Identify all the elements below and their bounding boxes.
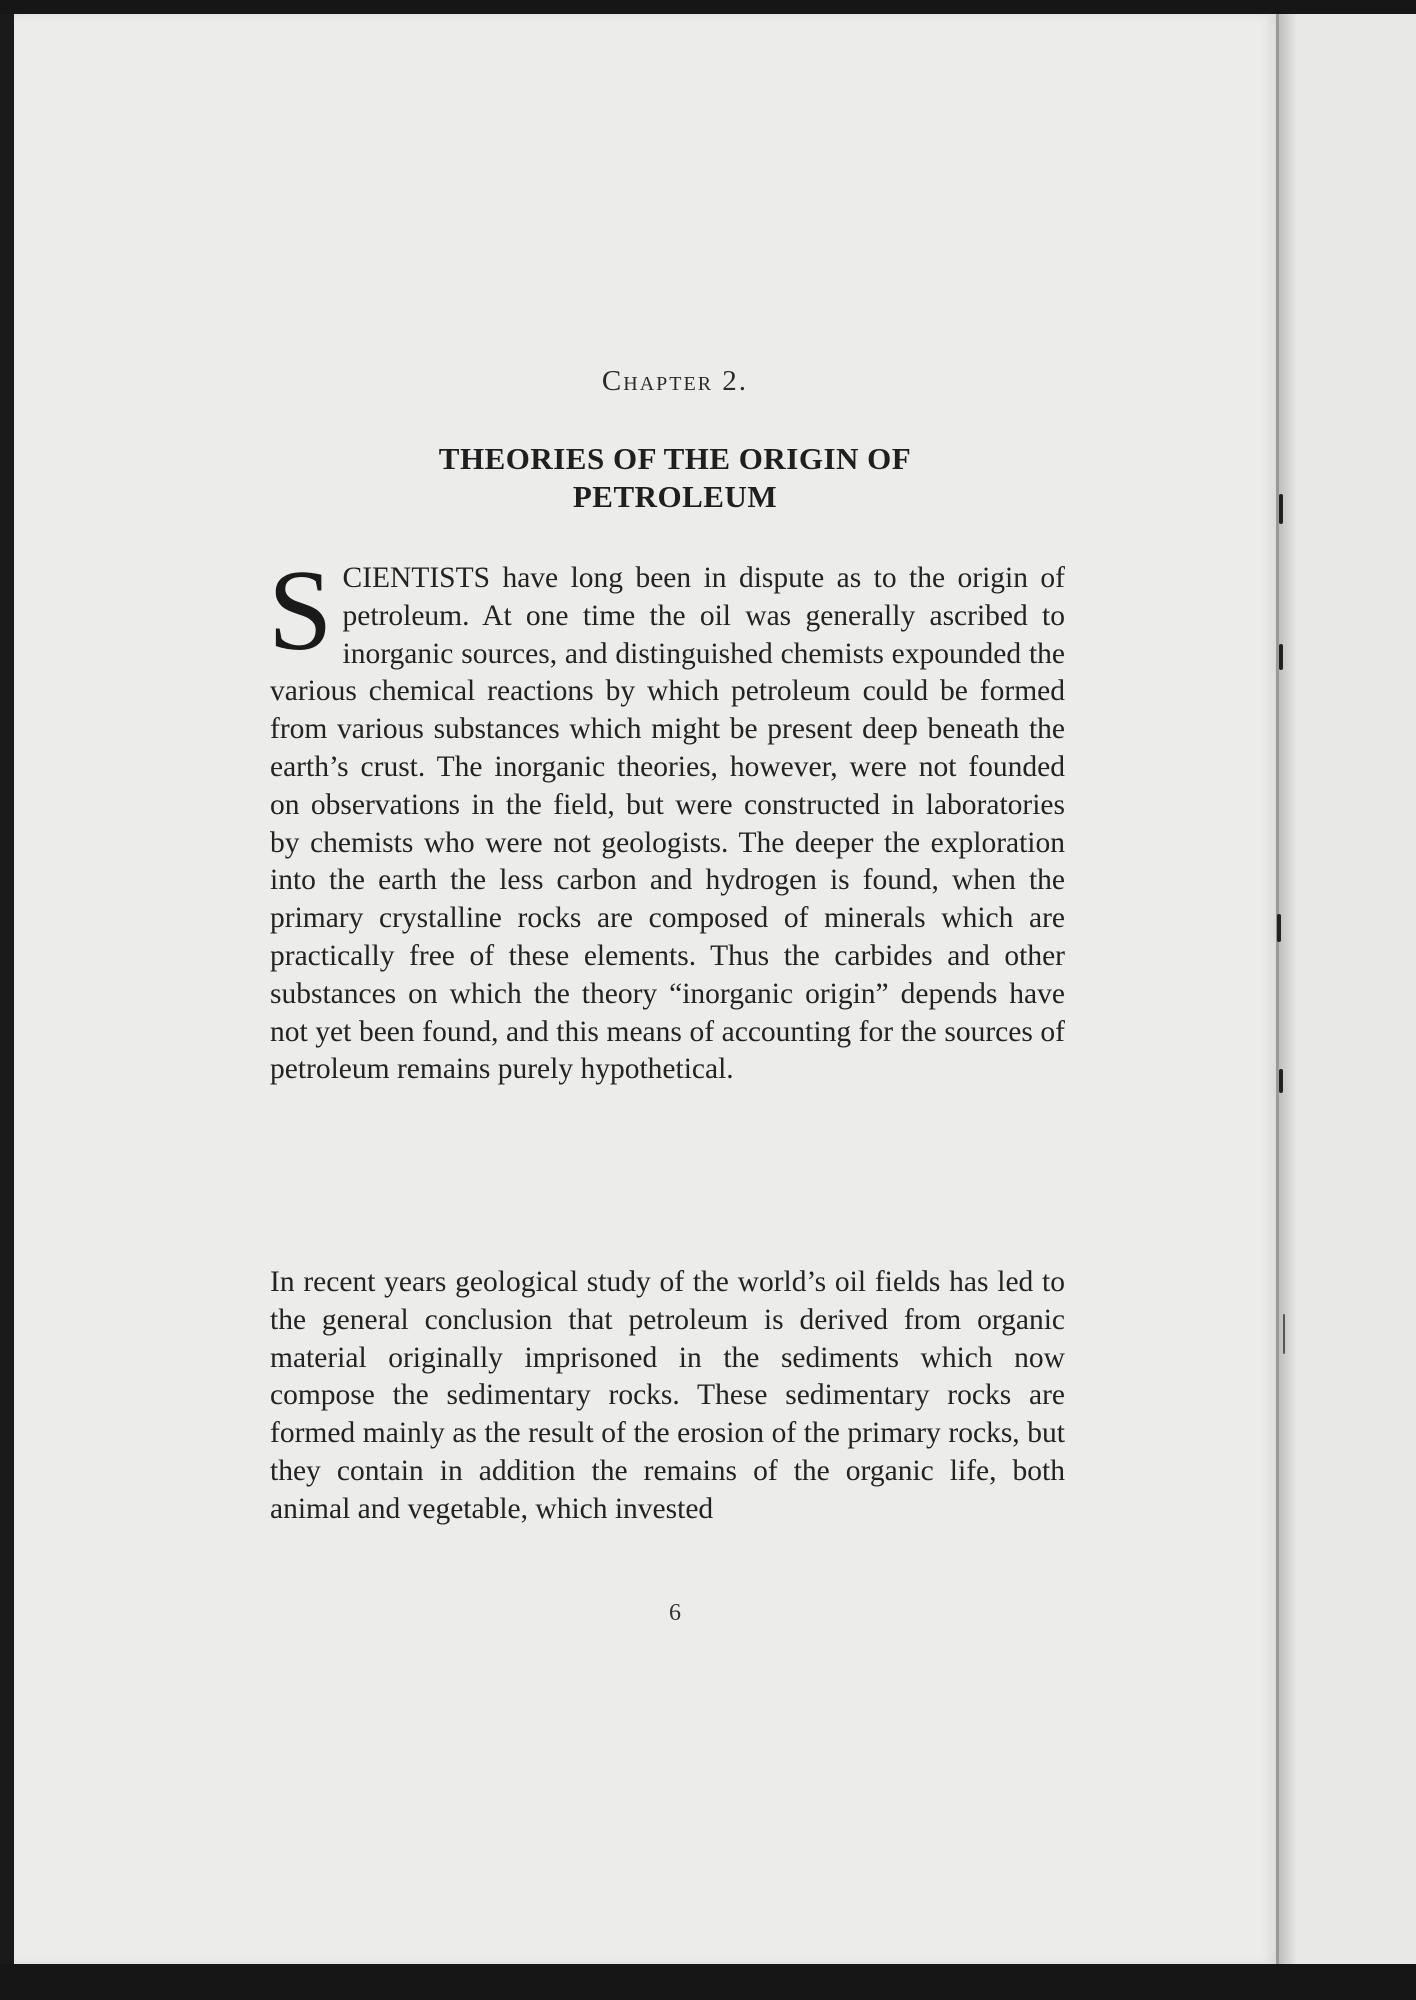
- paragraph-2: In recent years geological study of the world’s oil fields has led to the general conclusion that petroleum is derived from organic material originally imprisoned in the sediments which now compose the sedimentary rocks. These sedimentary rocks are formed mainly as the result of the erosion of the primary rocks, but they contain in addition the remains of the organic life, both animal and vegetable, which invested: [270, 1266, 1065, 1525]
- paragraph-1: [268, 547, 1065, 1089]
- binding-mark: [1283, 1314, 1285, 1354]
- chapter-title: THEORIES OF THE ORIGIN OF PETROLEUM: [438, 441, 912, 514]
- drop-cap: S: [268, 547, 333, 675]
- scan-bottom-border: [0, 1964, 1416, 2000]
- scan-top-border: [0, 0, 1416, 14]
- gutter-shadow: [1279, 14, 1297, 1964]
- binding-mark: [1279, 1069, 1283, 1093]
- binding-mark: [1279, 644, 1283, 670]
- binding-mark: [1279, 494, 1283, 524]
- page-number: 6: [669, 1600, 681, 1626]
- paragraph-1-text: CIENTISTS have long been in dispute as to the origin of petroleum. At one time the oil was generally ascribed to inorganic sources, and distinguished chemists expounded the various chemical reactions by which petroleum could be formed from various substances which might be present deep beneath the earth’s crust. The inorganic theories, however, were not founded on observations in the field, but were constructed in laboratories by chemists who were not geologists. The deeper the exploration into the earth the less carbon and hydrogen is found, when the primary crystalline rocks are composed of minerals which are practically free of these elements. Thus the carbides and other substances on which the theory “inorganic origin” depends have not yet been found, and this means of accounting for the sources of petroleum remains purely hypothetical.: [270, 562, 1065, 1086]
- binding-mark: [1277, 914, 1281, 942]
- adjacent-page-edge: [1276, 14, 1416, 1964]
- chapter-heading: Chapter 2.: [601, 365, 749, 397]
